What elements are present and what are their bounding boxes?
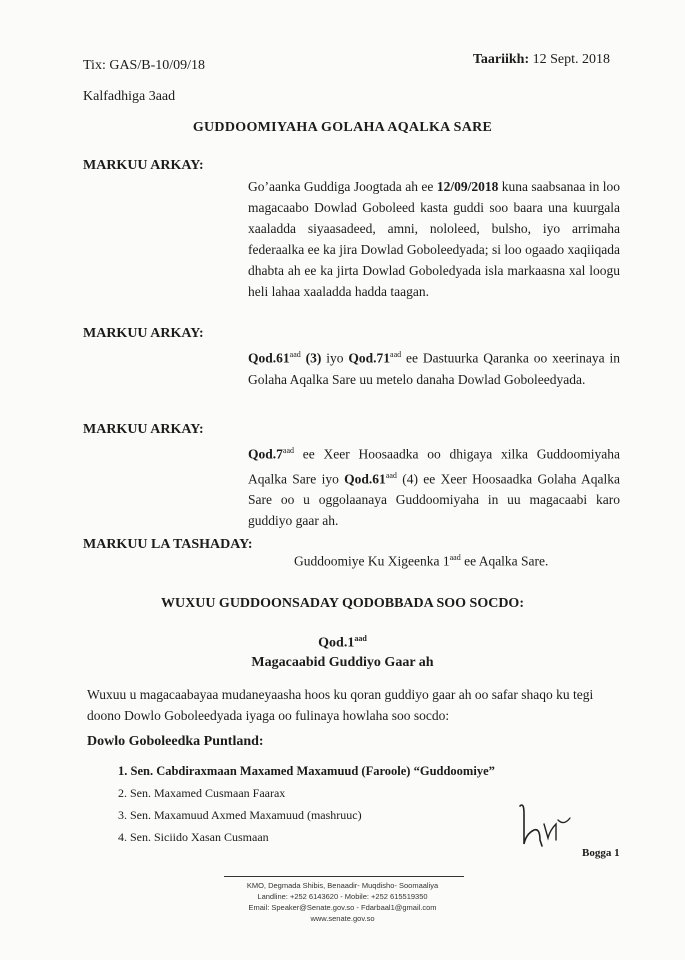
article-number: Qod.1$^{aad}$ (318, 634, 367, 651)
footer-website: www.senate.gov.so (310, 914, 375, 923)
handwritten-initials-signature (512, 800, 582, 850)
section-label-2: MARKUU ARKAY: (83, 326, 204, 341)
session-label: Kalfadhiga 3aad (83, 89, 176, 104)
page-number: Bogga 1 (582, 847, 620, 859)
date-value: 12 Sept. 2018 (532, 52, 610, 67)
article-intro: Wuxuu u magacaabayaa mudaneyaasha hoos ku qoran guddiyo gaar ah oo safar shaqo ku tegi doono Dowlo Goboleedyada iyaga oo fulinaya howlaha soo socdo: (87, 687, 594, 723)
article-title: Magacaabid Guddiyo Gaar ah (251, 655, 434, 670)
member-item: 2. Sen. Maxamed Cusmaan Faarax (118, 786, 286, 800)
section-text-2: Qod.61$^{aad}$ (3) iyo Qod.71$^{aad}$ ee Dastuurka Qaranka oo xeerinaya in Golaha Aqalka Sare uu metelo danaha Dowlad Goboleedyada. (248, 350, 620, 387)
member-item: 4. Sen. Siciido Xasan Cusmaan (118, 830, 269, 844)
section-label-3: MARKUU ARKAY: (83, 422, 204, 437)
date-label: Taariikh: (472, 52, 530, 67)
footer-email: Email: Speaker@Senate.gov.so - Fdarbaal1@gmail.com (248, 903, 437, 912)
decision-date: 12/09/2018 (436, 179, 499, 194)
footer-address: KMO, Degmada Shibis, Benaadir- Muqdisho- Soomaaliya (246, 881, 439, 890)
section-label-1: MARKUU ARKAY: (83, 158, 204, 173)
footer-phone: Landline: +252 6143620 - Mobile: +252 615519350 (257, 892, 428, 901)
reference-number: Tix: GAS/B-10/09/18 (83, 58, 206, 73)
committee-heading: Dowlo Goboleedka Puntland: (87, 734, 264, 749)
member-item: 1. Sen. Cabdiraxmaan Maxamed Maxamuud (Faroole) “Guddoomiye” (118, 764, 495, 778)
section-text-4: Guddoomiye Ku Xigeenka $1^{aad}$ ee Aqalka Sare. (294, 553, 549, 569)
section-label-4: MARKUU LA TASHADAY: (83, 537, 253, 552)
document-date (473, 52, 610, 68)
document-title: GUDDOOMIYAHA GOLAHA AQALKA SARE (192, 120, 493, 135)
section-text-1: Go’aanka Guddiga Joogtada ah ee 12/09/2018 kuna saabsanaa in loo magacaabo Dowlad Goboleed kasta guddi soo baara una kuurgala xaaladda siyaasadeed, amni, nololeed, bulsho, iyo arrimaha federaalka ee ka jira Dowlad Goboleedyada; si loo ogaado xaqiiqada dhabta ah ee ka jirta Dowlad Goboledyada isla markaasna xal loogu heli lahaa xaaladda hadda taagan. (248, 179, 620, 299)
resolution-heading: WUXUU GUDDOONSADAY QODOBBADA SOO SOCDO: (160, 596, 524, 611)
member-item: 3. Sen. Maxamuud Axmed Maxamuud (mashruuc) (118, 808, 362, 822)
footer-contact (0, 880, 685, 924)
section-text-3: Qod.7$^{aad}$ ee Xeer Hoosaadka oo dhigaya xilka Guddoomiyaha Aqalka Sare iyo Qod.61$^{aad}$ (4) ee Xeer Hoosaadka Golaha Aqalka Sare oo u oggolaanaya Guddoomiyaha in uu magacaabi karo guddiyo gaar ah. (248, 446, 620, 528)
footer-divider (224, 876, 464, 877)
